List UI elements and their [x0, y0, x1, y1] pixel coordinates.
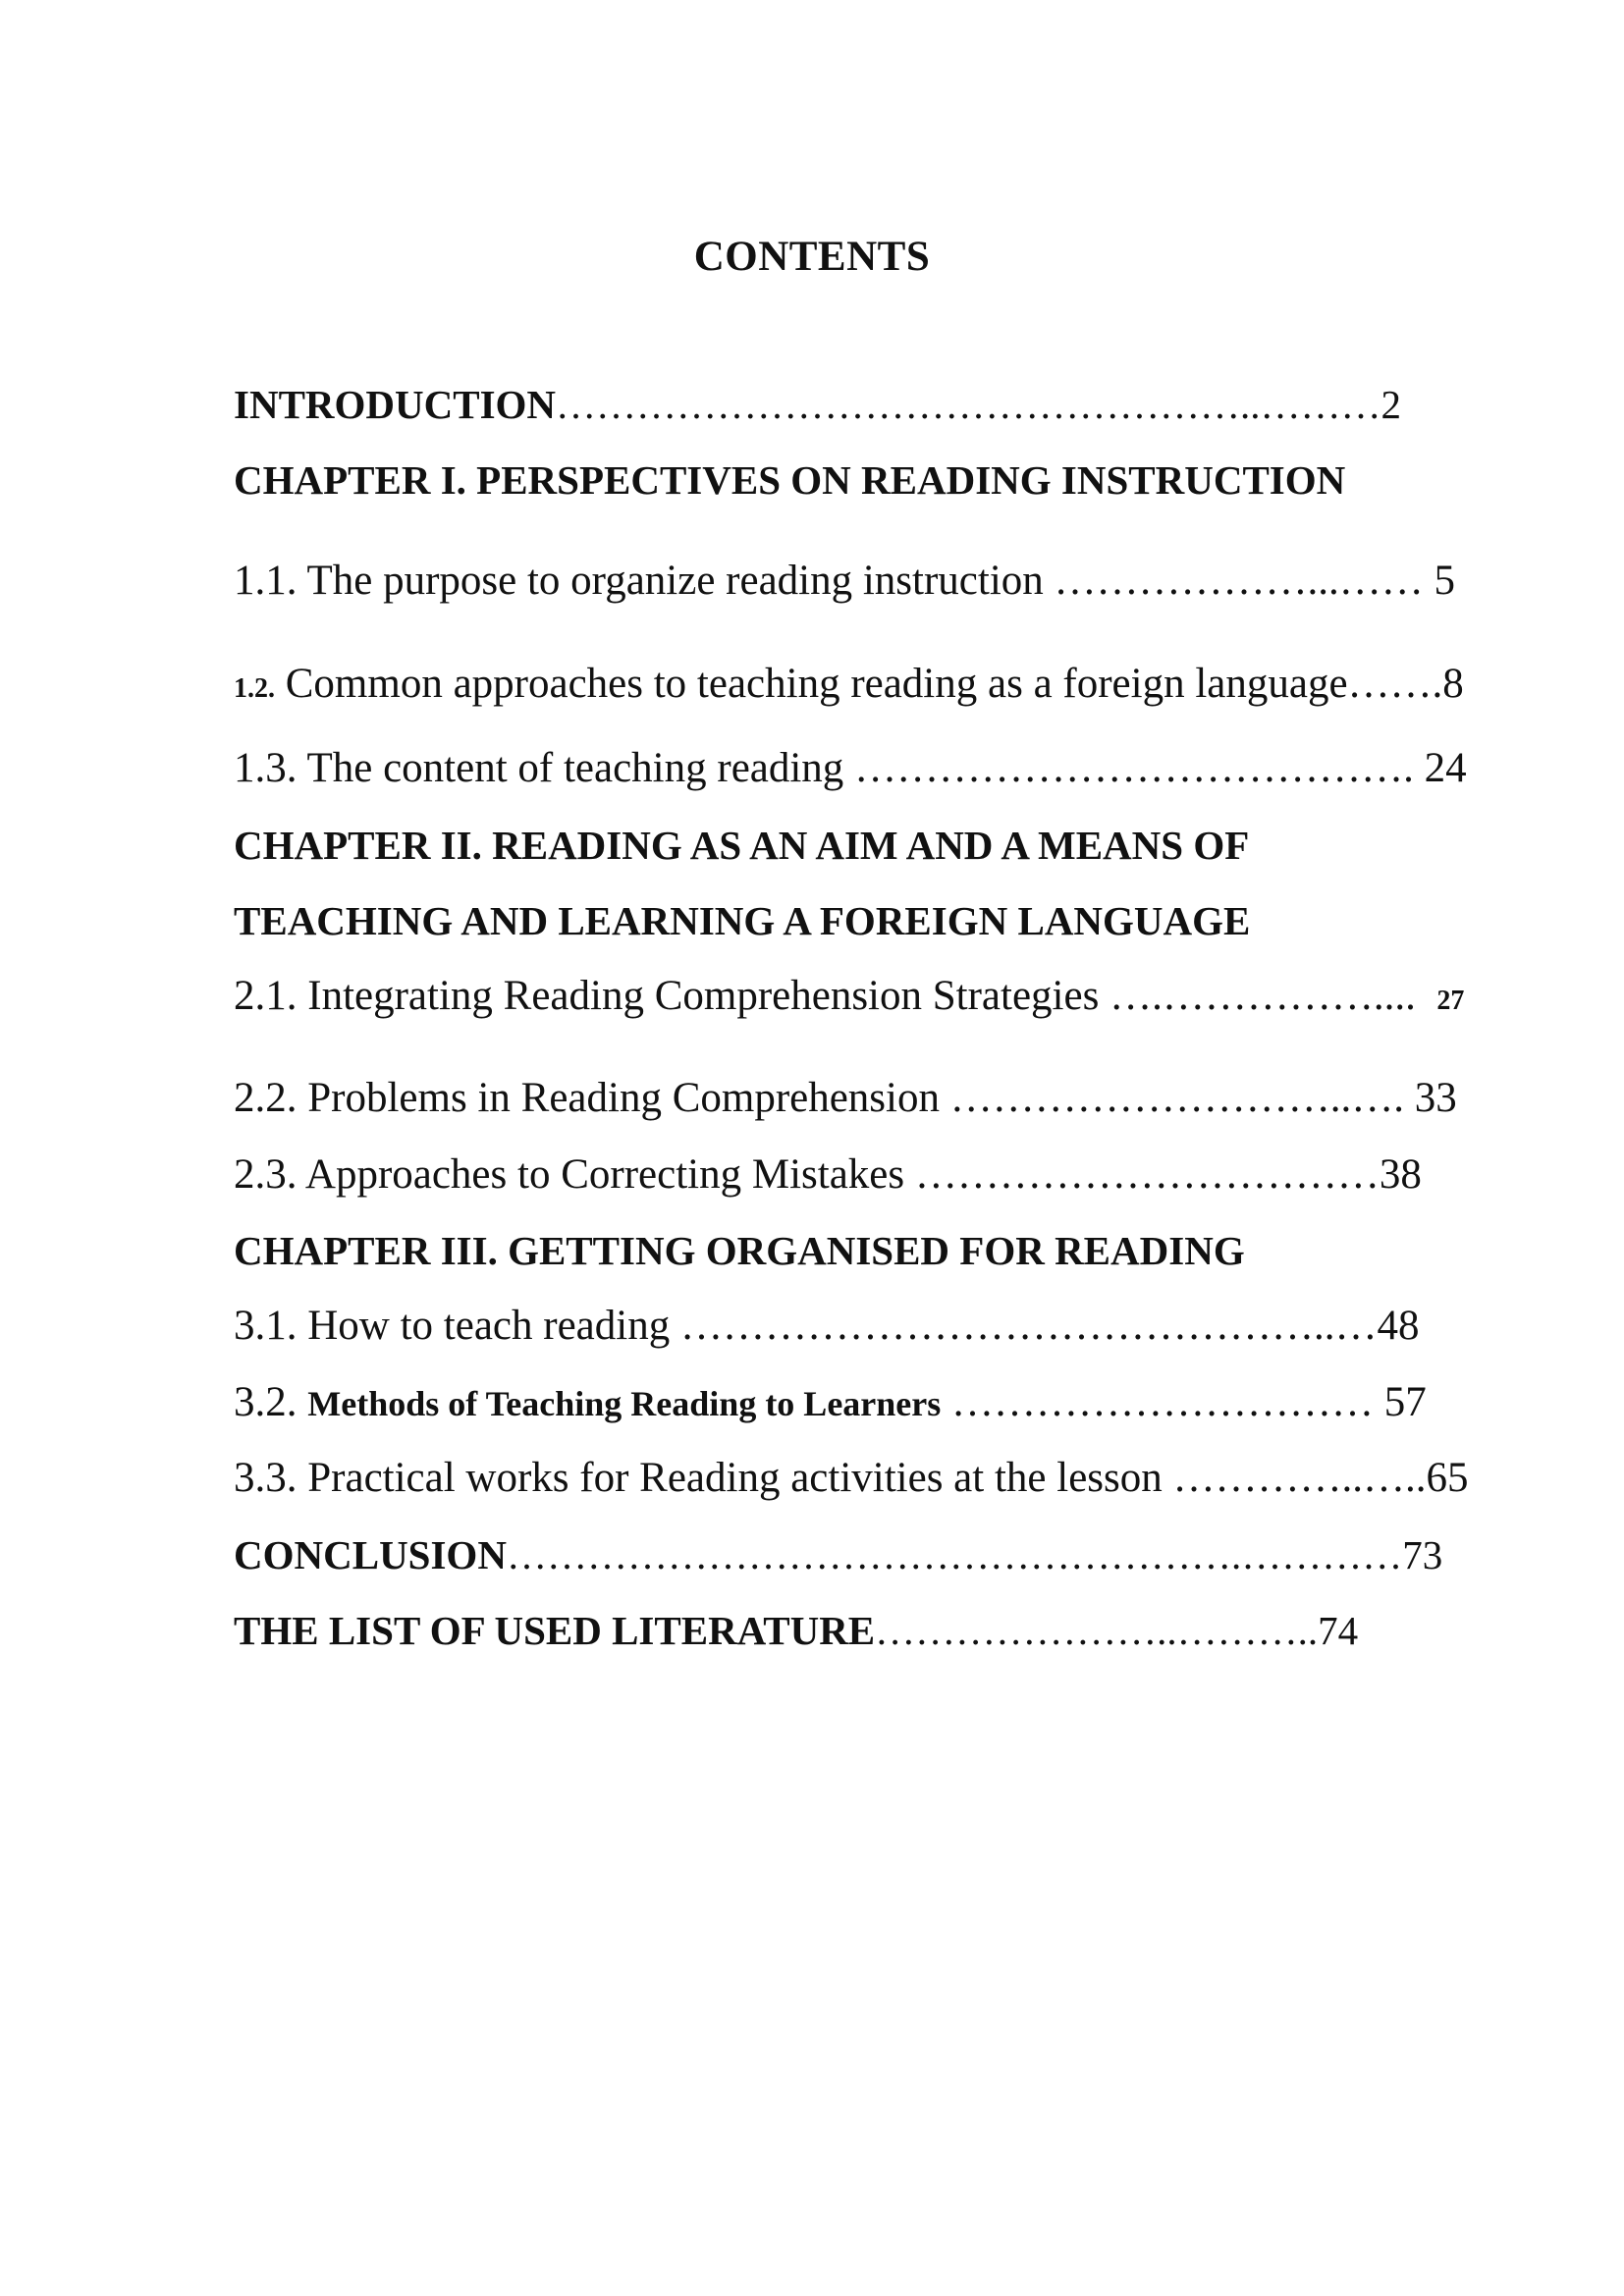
page-number: 2: [1380, 382, 1402, 427]
toc-item-conclusion[interactable]: [234, 1527, 1442, 1582]
toc-title: Approaches to Correcting Mistakes: [304, 1151, 905, 1198]
toc-item-1-1[interactable]: [234, 554, 1455, 609]
dot-leader: ……………………………………………….…………: [506, 1532, 1403, 1577]
dot-leader: ……………………………: [904, 1151, 1380, 1198]
toc-title: Methods of Teaching Reading to Learners: [307, 1384, 942, 1423]
section-number: 1.1.: [234, 558, 298, 604]
toc-title: Common approaches to teaching reading as a foreign language: [285, 661, 1348, 707]
dot-leader: ………………………..….: [940, 1075, 1404, 1121]
toc-item-1-2[interactable]: [234, 657, 1464, 717]
toc-chapter-2-heading-line-1[interactable]: [234, 818, 1249, 873]
section-number: 2.3.: [234, 1151, 298, 1198]
toc-item-introduction[interactable]: [234, 377, 1401, 432]
toc-title: CONCLUSION: [234, 1532, 507, 1577]
toc-title: Practical works for Reading activities at the lesson: [307, 1455, 1163, 1501]
page-number: 38: [1379, 1151, 1422, 1198]
dot-leader: …………..…..: [1162, 1455, 1427, 1501]
toc-title: The content of teaching reading: [306, 745, 844, 791]
toc-item-1-3[interactable]: [234, 741, 1467, 796]
section-number: 3.2.: [234, 1379, 298, 1425]
toc-chapter-3-heading[interactable]: [234, 1223, 1245, 1278]
dot-leader: …………………..………..: [875, 1608, 1319, 1653]
toc-title: Problems in Reading Comprehension: [307, 1075, 940, 1121]
dot-leader: ………………………………………..…: [670, 1303, 1378, 1349]
page-number: 27: [1436, 986, 1465, 1016]
dot-leader: …….: [1347, 661, 1443, 707]
toc-item-3-1[interactable]: [234, 1299, 1419, 1354]
toc-chapter-1-heading[interactable]: [234, 453, 1345, 507]
page-title: CONTENTS: [693, 234, 931, 280]
page-number: 33: [1404, 1075, 1457, 1121]
dot-leader: …………………………: [941, 1379, 1375, 1425]
page-number: 5: [1423, 558, 1456, 604]
toc-title: The purpose to organize reading instruction: [306, 558, 1044, 604]
section-number: 1.3.: [234, 745, 298, 791]
toc-title: INTRODUCTION: [234, 382, 557, 427]
page-number: 8: [1442, 661, 1464, 707]
page-number: 74: [1318, 1608, 1359, 1653]
dot-leader: ………………...……: [1043, 558, 1424, 604]
page-number: 57: [1374, 1379, 1427, 1425]
toc-title: THE LIST OF USED LITERATURE: [234, 1608, 876, 1653]
toc-title: CHAPTER II. READING AS AN AIM AND A MEANS OF: [234, 823, 1250, 868]
section-number: 2.1.: [234, 973, 298, 1019]
dot-leader: ….……………....: [1099, 973, 1416, 1019]
toc-chapter-2-heading-line-2[interactable]: [234, 893, 1250, 948]
dot-leader: ……………………………………………..………: [556, 382, 1381, 427]
section-number: 1.2.: [234, 673, 275, 704]
toc-title: TEACHING AND LEARNING A FOREIGN LANGUAGE: [234, 898, 1251, 943]
toc-item-2-1[interactable]: [234, 969, 1464, 1029]
toc-title: How to teach reading: [307, 1303, 671, 1349]
toc-item-2-3[interactable]: [234, 1148, 1422, 1202]
toc-title: CHAPTER I. PERSPECTIVES ON READING INSTRUCTION: [234, 457, 1346, 503]
section-number: 3.3.: [234, 1455, 298, 1501]
toc-title: CHAPTER III. GETTING ORGANISED FOR READING: [234, 1228, 1245, 1273]
page-number: 48: [1377, 1303, 1420, 1349]
toc-item-literature[interactable]: [234, 1603, 1358, 1658]
toc-item-3-3[interactable]: [234, 1451, 1469, 1506]
page-number: 24: [1413, 745, 1467, 791]
toc-item-3-2[interactable]: [234, 1375, 1427, 1431]
dot-leader: ………………………………….: [843, 745, 1414, 791]
toc-title: Integrating Reading Comprehension Strategies: [307, 973, 1100, 1019]
section-number: 3.1.: [234, 1303, 298, 1349]
page-number: 65: [1426, 1455, 1469, 1501]
toc-item-2-2[interactable]: [234, 1071, 1457, 1126]
section-number: 2.2.: [234, 1075, 298, 1121]
page-number: 73: [1402, 1532, 1443, 1577]
